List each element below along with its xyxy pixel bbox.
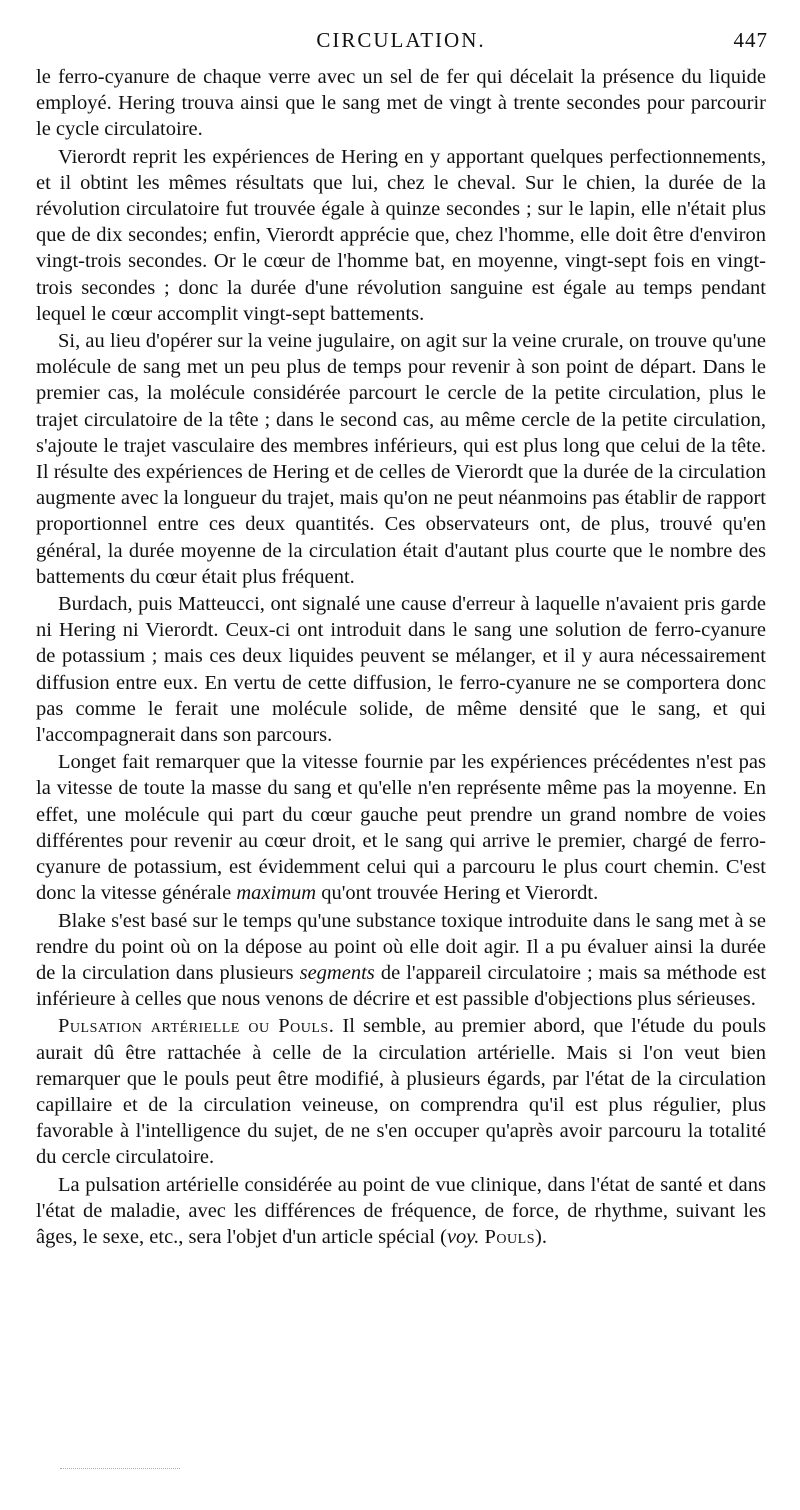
document-page <box>36 22 766 1251</box>
paragraph-5 <box>36 749 766 906</box>
emphasis-segments: segments <box>299 961 375 984</box>
emphasis-voy: voy. <box>446 1225 480 1248</box>
paragraph-text: Vierordt reprit les expériences de Hering en y apportant quelques perfectionnements, et il obtint les mêmes résultats que lui, chez le cheval. Sur le chien, la durée de la révolution circulatoire fut trouvée égale à quinze secondes ; sur le lapin, elle n'était plus que de dix secondes; enfin, Vierordt apprécie que, chez l'homme, elle doit être d'environ vingt-trois secondes. Or le cœur de l'homme bat, en moyenne, vingt-sept fois en vingt-trois secondes ; donc la durée d'une révolution sanguine est égale au temps pendant lequel le cœur accomplit vingt-sept battements. <box>36 145 766 325</box>
body-text <box>36 64 766 1250</box>
section-heading-pouls: Pulsation artérielle ou Pouls. <box>58 1015 335 1038</box>
emphasis-maximum: maximum <box>236 882 317 905</box>
page-number: 447 <box>733 28 768 52</box>
paragraph-8 <box>36 1172 766 1251</box>
paragraph-text-tail: qu'ont trouvée Hering et Vierordt. <box>321 882 599 905</box>
paragraph-text: Burdach, puis Matteucci, ont signalé une cause d'erreur à laquelle n'avaient pris garde ni Hering ni Vierordt. Ceux-ci ont introduit dans le sang une solution de ferro-cyanure de potassium ; mais ces deux liquides peuvent se mélanger, et il y aura nécessairement diffusion entre eux. En vertu de cette diffusion, le ferro-cyanure ne se comportera donc pas comme le ferait une molécule solide, de même densité que le sang, et qui l'accompagnerait dans son parcours. <box>36 593 766 747</box>
paragraph-text: Il semble, au premier abord, que l'étude du pouls aurait dû être rattachée à celle de la circulation artérielle. Mais si l'on veut bien remarquer que le pouls peut être modifié, à plusieurs égards, par l'état de la circulation capillaire et de la circulation veineuse, on comprendra qu'il est plus régulier, plus favorable à l'intelligence du sujet, de ne s'en occuper qu'après avoir parcouru la totalité du cercle circulatoire. <box>36 1015 766 1169</box>
paragraph-4 <box>36 591 766 748</box>
paragraph-text: La pulsation artérielle considérée au point de vue clinique, dans l'état de santé et dans l'état de maladie, avec les différences de fréquence, de force, de rhythme, suivant les âges, le sexe, etc., sera l'objet d'un article spécial ( <box>36 1173 766 1248</box>
footer-dots <box>60 1468 180 1471</box>
paragraph-text-tail: de l'appareil circulatoire ; mais sa méthode est inférieure à celles que nous venons de décrire et est passible d'objections plus sérieuses. <box>36 961 767 1011</box>
paragraph-text: le ferro-cyanure de chaque verre avec un sel de fer qui décelait la présence du liquide employé. Hering trouva ainsi que le sang met de vingt à trente secondes pour parcourir le cycle circulatoire. <box>36 66 766 141</box>
page-header <box>36 22 766 64</box>
paragraph-3 <box>36 328 766 590</box>
paragraph-text: Blake s'est basé sur le temps qu'une substance toxique introduite dans le sang met à se rendre du point où on la dépose au point où elle doit agir. Il a pu évaluer ainsi la durée de la circulation dans plusieurs <box>36 909 766 984</box>
paragraph-6 <box>36 908 766 1013</box>
paragraph-text: Longet fait remarquer que la vitesse fournie par les expériences précédentes n'est pas la vitesse de toute la masse du sang et qu'elle n'en représente même pas la moyenne. En effet, une molécule qui part du cœur gauche peut prendre un grand nombre de voies différentes pour revenir au cœur droit, et le sang qui arrive le premier, chargé de ferro-cyanure de potassium, est évidemment celui qui a parcouru le plus court chemin. C'est donc la vitesse générale <box>36 751 766 905</box>
paragraph-7 <box>36 1013 766 1170</box>
paragraph-1 <box>36 64 766 143</box>
paragraph-text: Si, au lieu d'opérer sur la veine jugulaire, on agit sur la veine crurale, on trouve qu'une molécule de sang met un peu plus de temps pour revenir à son point de départ. Dans le premier cas, la molécule considérée parcourt le cercle de la petite circulation, plus le trajet circulatoire de la tête ; dans le second cas, au même cercle de la petite circulation, s'ajoute le trajet vasculaire des membres inférieurs, qui est plus long que celui de la tête. Il résulte des expériences de Hering et de celles de Vierordt que la durée de la circulation augmente avec la longueur du trajet, mais qu'on ne peut néanmoins pas établir de rapport proportionnel entre ces deux quantités. Ces observateurs ont, de plus, trouvé qu'en général, la durée moyenne de la circulation était d'autant plus courte que le nombre des battements du cœur était plus fréquent. <box>36 330 766 588</box>
paragraph-2 <box>36 144 766 327</box>
running-title: CIRCULATION. <box>316 28 486 52</box>
cross-reference-pouls: Pouls <box>484 1225 535 1248</box>
paragraph-text-tail: ). <box>535 1225 547 1248</box>
